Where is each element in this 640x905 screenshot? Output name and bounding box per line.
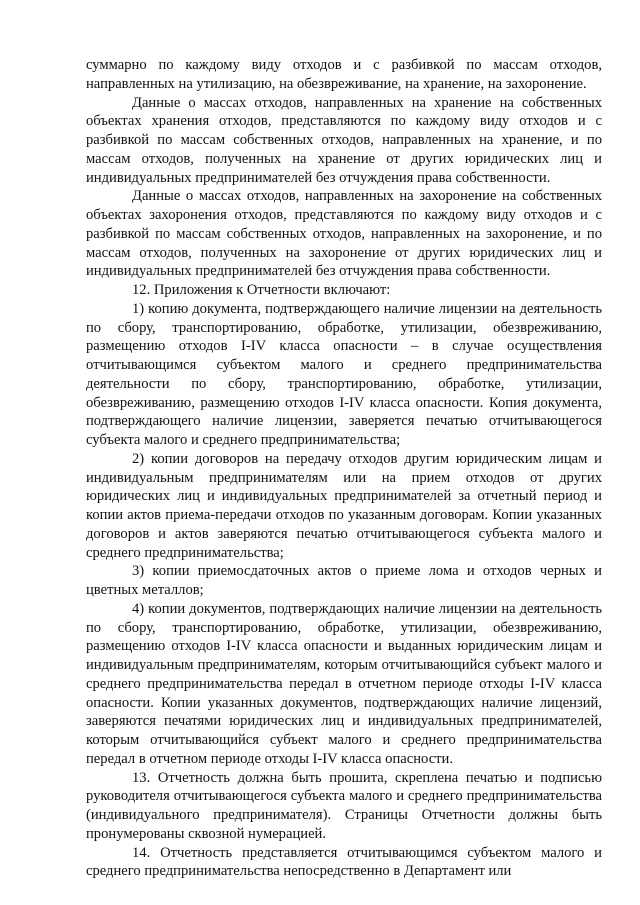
paragraph-item-14: 14. Отчетность представляется отчитывающимся субъектом малого и среднего предпринимательства непосредственно в Департамент или bbox=[86, 844, 602, 880]
paragraph-storage-data: Данные о массах отходов, направленных на хранение на собственных объектах хранения отходов, представляются по каждому виду отходов и с разбивкой по массам собственных отходов, направленных на хранение, и по массам отходов, полученных на хранение от других юридических лиц и индивидуальных предпринимателей без отчуждения права собственности. bbox=[86, 94, 602, 186]
paragraph-item-12-2: 2) копии договоров на передачу отходов другим юридическим лицам и индивидуальным предпринимателям или на прием отходов от других юридических лиц и индивидуальных предпринимателей за отчетный период и копии актов приема-передачи отходов по указанным договорам. Копии указанных договоров и актов заверяются печатью отчитывающегося субъекта малого и среднего предпринимательства; bbox=[86, 450, 602, 561]
document-page bbox=[86, 56, 602, 881]
paragraph-item-12-4: 4) копии документов, подтверждающих наличие лицензии на деятельность по сбору, транспортированию, обработке, утилизации, обезвреживанию, размещению отходов I-IV класса опасности и выданных юридическим лицам и индивидуальным предпринимателям, которым отчитывающийся субъект малого и среднего предпринимательства передал в отчетном периоде отходы I-IV класса опасности. Копии указанных документов, подтверждающих наличие лицензий, заверяются печатями юридических лиц и индивидуальных предпринимателей, которым отчитывающийся субъект малого и среднего предпринимательства передал в отчетном периоде отходы I-IV класса опасности. bbox=[86, 600, 602, 767]
paragraph-burial-data: Данные о массах отходов, направленных на захоронение на собственных объектах захоронения отходов, представляются по каждому виду отходов и с разбивкой по массам собственных отходов, направленных на захоронение, и по массам отходов, полученных на захоронение от других юридических лиц и индивидуальных предпринимателей без отчуждения права собственности. bbox=[86, 188, 602, 280]
paragraph-item-12-1: 1) копию документа, подтверждающего наличие лицензии на деятельность по сбору, транспортированию, обработке, утилизации, обезвреживанию, размещению отходов I-IV класса опасности – в случае осуществления отчитывающимся субъектом малого и среднего предпринимательства деятельности по сбору, транспортированию, обработке, утилизации, обезвреживанию, размещению отходов I-IV класса опасности. Копия документа, подтверждающего наличие лицензии, заверяется печатью отчитывающегося субъекта малого и среднего предпринимательства; bbox=[86, 300, 602, 448]
paragraph-continuation: суммарно по каждому виду отходов и с разбивкой по массам отходов, направленных на утилизацию, на обезвреживание, на хранение, на захоронение. bbox=[86, 57, 602, 92]
paragraph-item-12-3: 3) копии приемосдаточных актов о приеме лома и отходов черных и цветных металлов; bbox=[86, 563, 602, 598]
paragraph-item-13: 13. Отчетность должна быть прошита, скреплена печатью и подписью руководителя отчитывающегося субъекта малого и среднего предпринимательства (индивидуального предпринимателя). Страницы Отчетности должны быть пронумерованы сквозной нумерацией. bbox=[86, 769, 602, 842]
paragraph-item-12: 12. Приложения к Отчетности включают: bbox=[132, 282, 391, 298]
